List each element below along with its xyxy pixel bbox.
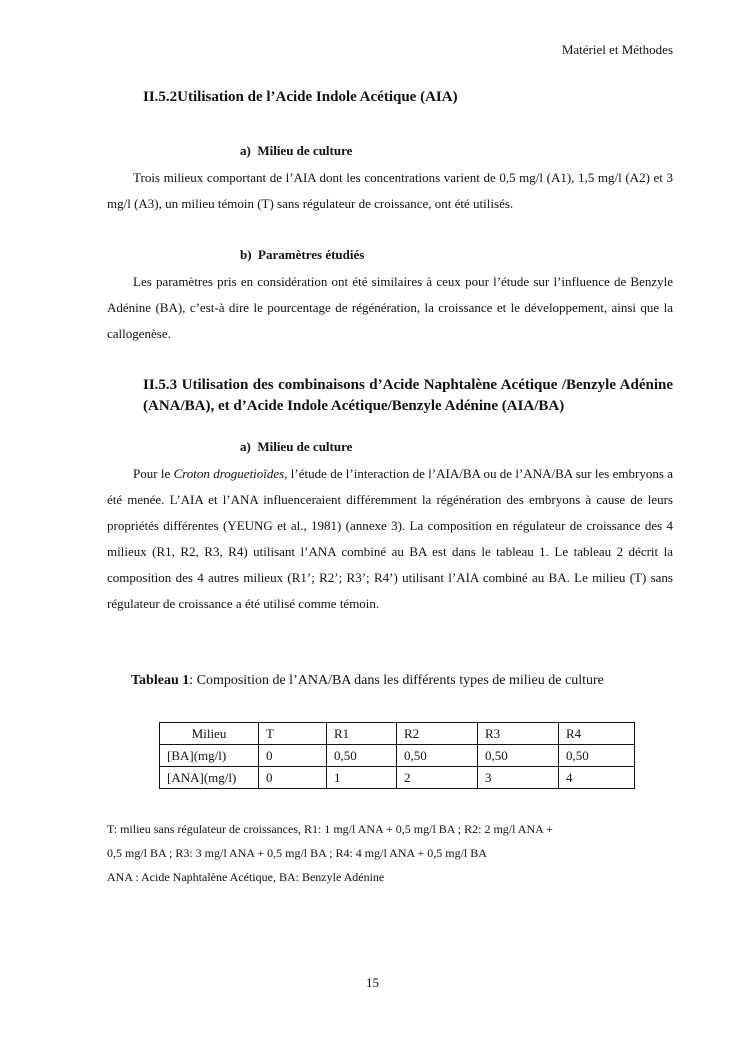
paragraph-text-before: Pour le	[133, 466, 174, 481]
running-header: Matériel et Méthodes	[561, 42, 673, 57]
note-line: T: milieu sans régulateur de croissances, R1: 1 mg/l ANA + 0,5 mg/l BA ; R2: 2 mg/l ANA +	[107, 822, 553, 836]
table-cell: [BA](mg/l)	[160, 745, 259, 767]
section-heading-2-5-3: II.5.3 Utilisation des combinaisons d’Acide Naphtalène Acétique /Benzyle Adénine (ANA/BA), et d’Acide Indole Acétique/Benzyle Adénine (AIA/BA)	[143, 377, 673, 414]
caption-text: : Composition de l’ANA/BA dans les différents types de milieu de culture	[189, 673, 604, 688]
table-row	[160, 767, 635, 789]
paragraph-text: Les paramètres pris en considération ont été similaires à ceux pour l’étude sur l’influence de Benzyle Adénine (BA), c’est-à dire le pourcentage de régénération, la croissance et le développement, ainsi que la callogenèse.	[107, 274, 673, 341]
section-heading-2-5-2: II.5.2Utilisation de l’Acide Indole Acétique (AIA)	[143, 89, 458, 105]
composition-table	[159, 722, 635, 789]
table-cell: 4	[559, 767, 635, 789]
paragraph-interaction	[107, 461, 673, 617]
subheading-milieu-de-culture: a) Milieu de culture	[240, 143, 353, 158]
table-cell: 0	[259, 745, 327, 767]
caption-label: Tableau 1	[131, 673, 190, 688]
table-cell: 0,50	[397, 745, 478, 767]
table-cell: 0,50	[327, 745, 397, 767]
paragraph-parametres	[107, 269, 673, 347]
table-cell: 2	[397, 767, 478, 789]
table-header-cell: T	[259, 723, 327, 745]
subheading-parametres-etudies: b) Paramètres étudiés	[240, 247, 365, 262]
table-header-cell: R3	[478, 723, 559, 745]
page-number: 15	[366, 975, 379, 990]
table-cell: [ANA](mg/l)	[160, 767, 259, 789]
table-header-cell: R4	[559, 723, 635, 745]
note-line: 0,5 mg/l BA ; R3: 3 mg/l ANA + 0,5 mg/l BA ; R4: 4 mg/l ANA + 0,5 mg/l BA	[107, 846, 487, 860]
table-cell: 0,50	[478, 745, 559, 767]
table-notes	[107, 817, 707, 889]
table-row	[160, 745, 635, 767]
table-cell: 0	[259, 767, 327, 789]
table-cell: 1	[327, 767, 397, 789]
paragraph-text: Trois milieux comportant de l’AIA dont les concentrations varient de 0,5 mg/l (A1), 1,5 mg/l (A2) et 3 mg/l (A3), un milieu témoin (T) sans régulateur de croissance, ont été utilisés.	[107, 170, 673, 211]
table-header-row	[160, 723, 635, 745]
paragraph-aia-milieux	[107, 165, 673, 217]
note-line: ANA : Acide Naphtalène Acétique, BA: Benzyle Adénine	[107, 870, 385, 884]
table-header-cell: R1	[327, 723, 397, 745]
table-header-cell: R2	[397, 723, 478, 745]
table-cell: 3	[478, 767, 559, 789]
table-cell: 0,50	[559, 745, 635, 767]
species-name: Croton droguetioïdes	[173, 466, 285, 481]
subheading-milieu-de-culture-2: a) Milieu de culture	[240, 439, 353, 454]
table-1-caption	[131, 673, 604, 689]
paragraph-text-after: , l’étude de l’interaction de l’AIA/BA ou de l’ANA/BA sur les embryons a été menée. L’AIA et l’ANA influenceraient différemment la régénération des embryons à cause de leurs propriétés différentes (YEUNG et al., 1981) (annexe 3). La composition en régulateur de croissance des 4 milieux (R1, R2, R3, R4) utilisant l’ANA combiné au BA est dans le tableau 1. Le tableau 2 décrit la composition des 4 autres milieux (R1’; R2’; R3’; R4’) utilisant l’AIA combiné au BA. Le milieu (T) sans régulateur de croissance a été utilisé comme témoin.	[107, 466, 674, 611]
table-header-cell: Milieu	[160, 723, 259, 745]
